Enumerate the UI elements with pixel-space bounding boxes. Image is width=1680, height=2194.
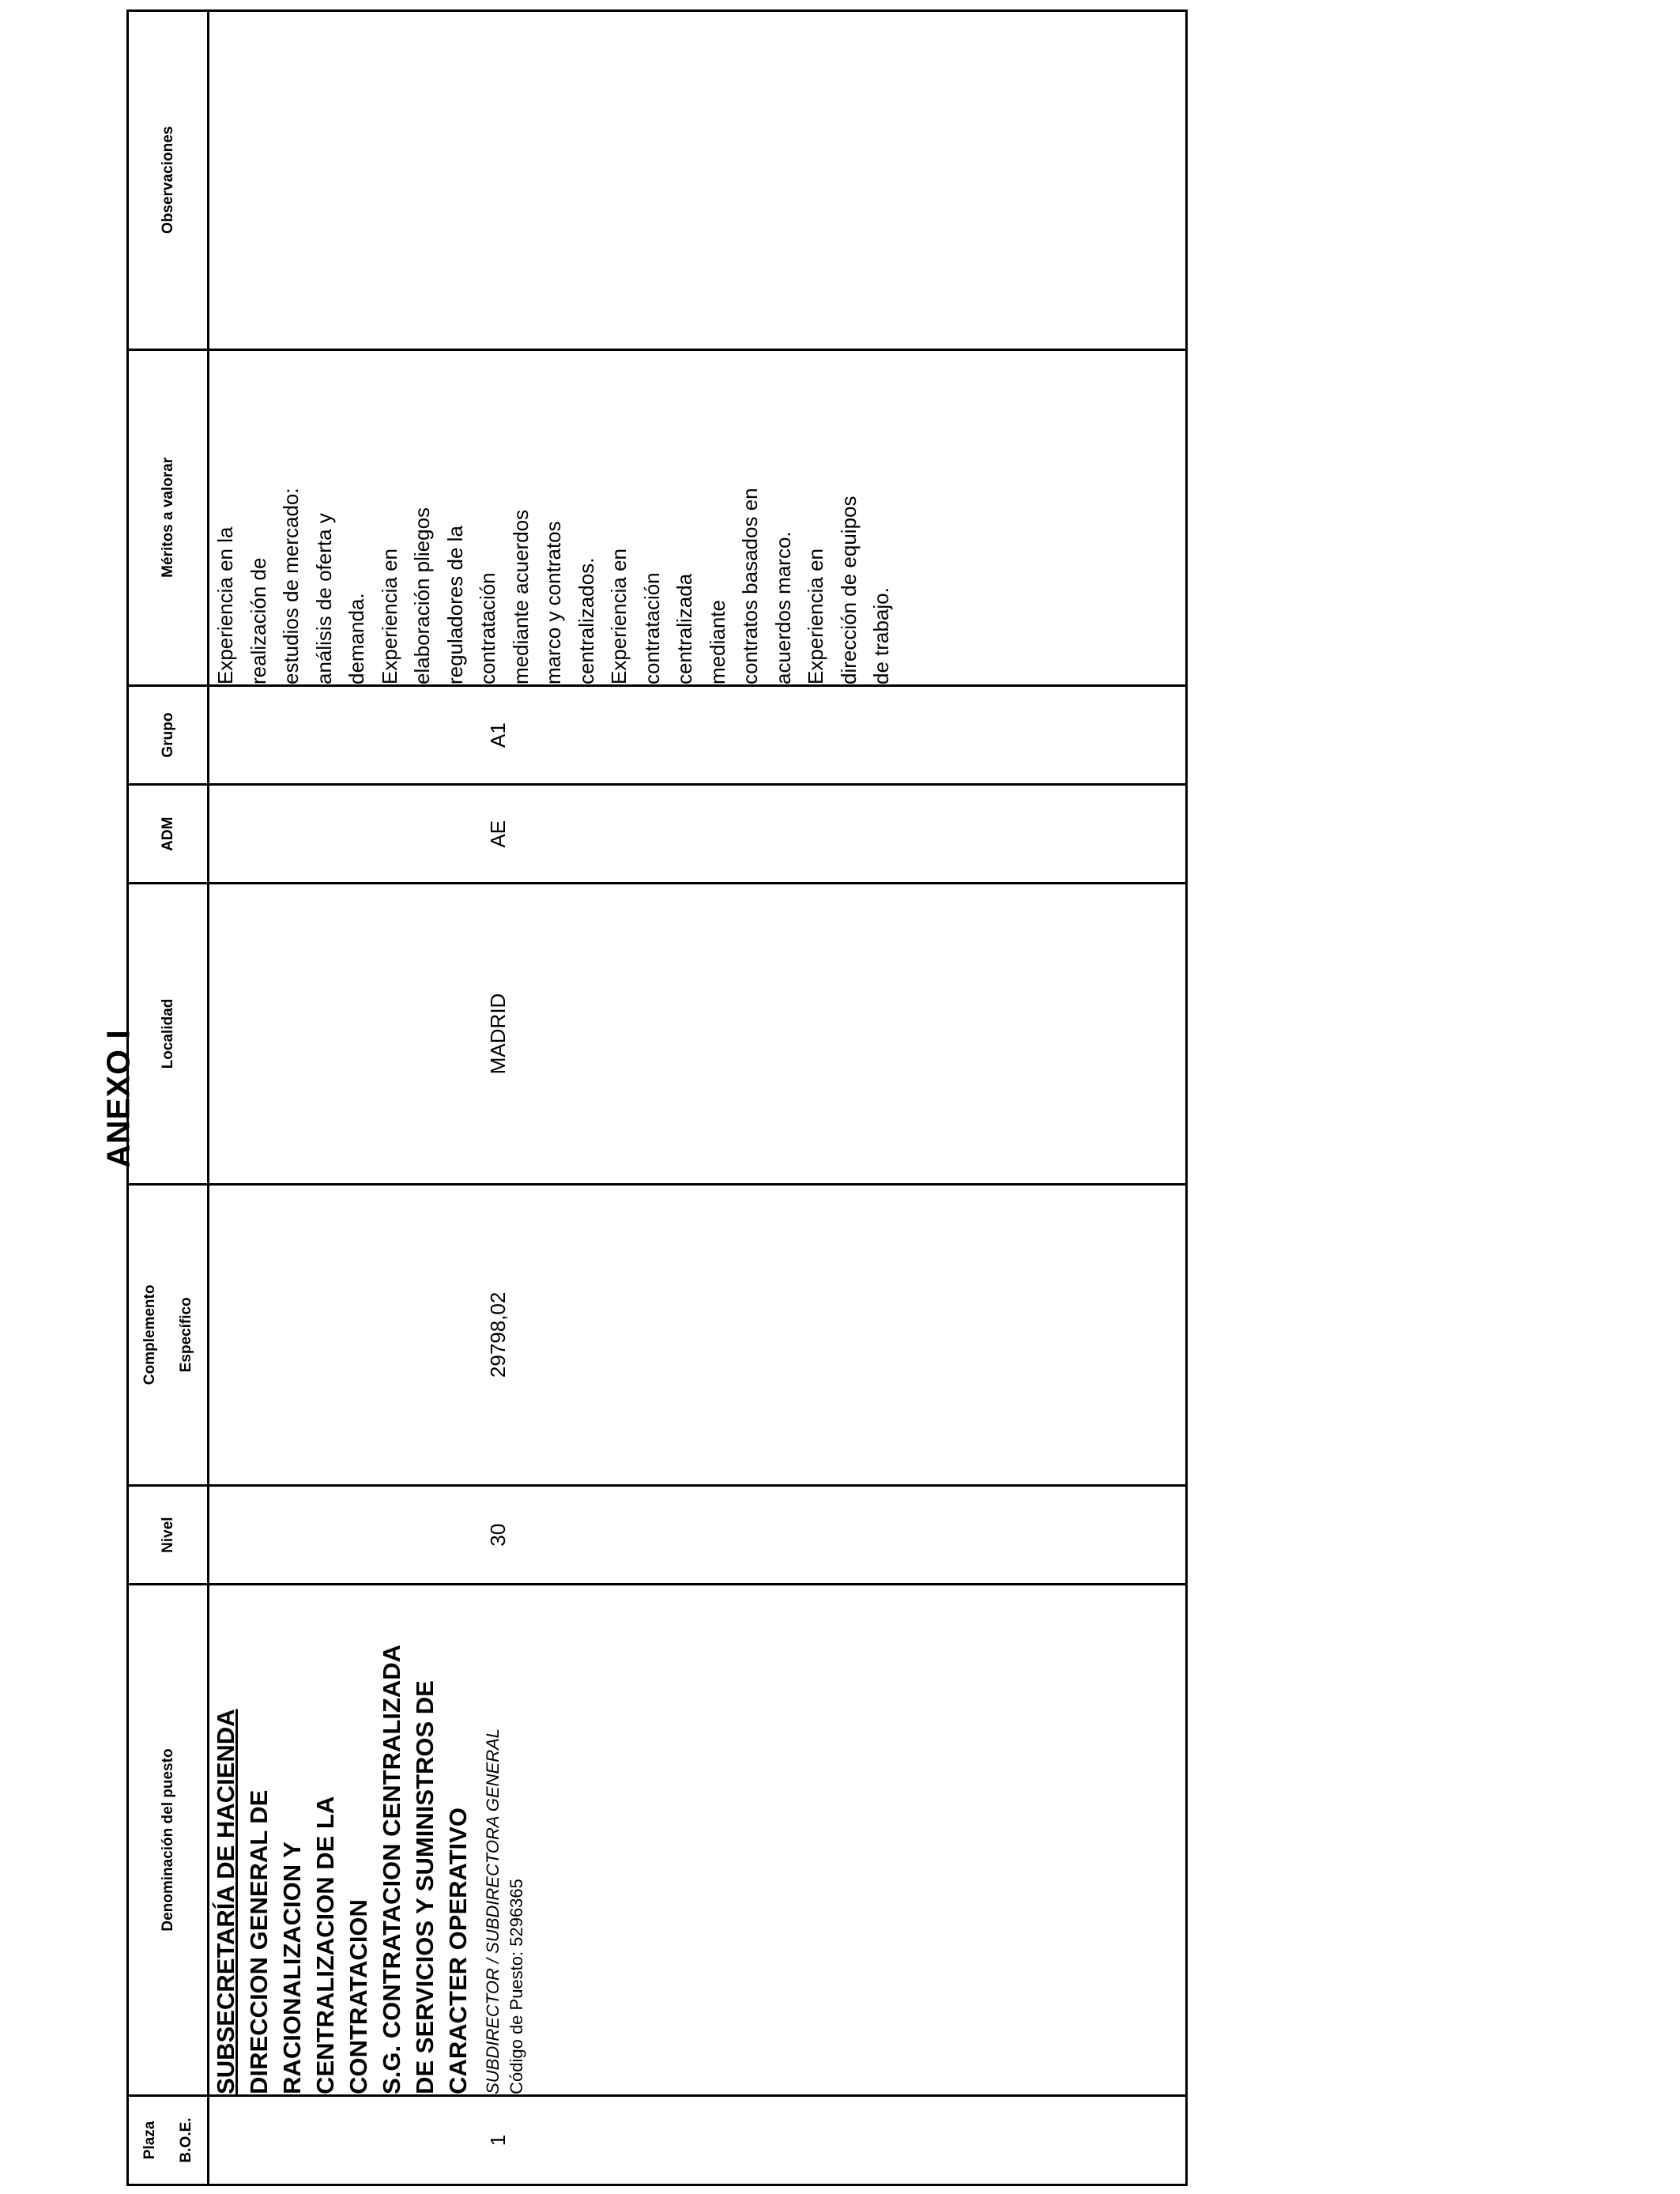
cell-adm (209, 785, 1187, 884)
cell-complemento (209, 1184, 1187, 1485)
merito-line: elaboración pliegos (410, 507, 434, 684)
header-observaciones: Observaciones (128, 11, 209, 350)
nivel-value: 30 (486, 1523, 510, 1547)
merito-line: realización de (246, 557, 270, 684)
grupo-value: A1 (486, 722, 510, 748)
merito-line: Experiencia en (377, 548, 401, 684)
merito-line: análisis de oferta y (311, 513, 336, 684)
merito-line: de trabajo. (869, 587, 893, 684)
merito-line: mediante acuerdos (508, 509, 533, 684)
header-denominacion: Denominación del puesto (128, 1585, 209, 2096)
org-line: DE SERVICIOS Y SUMINISTROS DE (411, 1680, 439, 2094)
cell-meritos (209, 349, 1187, 685)
merito-line: contratación (639, 572, 664, 684)
header-meritos: Méritos a valorar (128, 349, 209, 685)
org-line: S.G. CONTRATACION CENTRALIZADA (378, 1645, 405, 2094)
org-line: DIRECCION GENERAL DE (245, 1789, 273, 2094)
adm-value: AE (486, 820, 510, 848)
header-nivel: Nivel (128, 1486, 209, 1585)
merito-line: Experiencia en la (213, 526, 237, 684)
merito-line: reguladores de la (443, 526, 467, 684)
header-complemento (128, 1184, 209, 1485)
cell-nivel (209, 1486, 1187, 1585)
merito-line: centralizados. (574, 557, 598, 684)
org-line-subsecretaria: SUBSECRETARÍA DE HACIENDA (212, 1709, 239, 2094)
cell-plaza (209, 2095, 1187, 2185)
cell-grupo (209, 686, 1187, 785)
merito-line: dirección de equipos (836, 496, 861, 684)
header-complemento-line2: Específico (177, 1297, 194, 1373)
merito-line: estudios de mercado: (279, 488, 303, 684)
header-adm: ADM (128, 785, 209, 884)
localidad-value: MADRID (486, 993, 510, 1075)
cell-denominacion (209, 1585, 1187, 2096)
header-plaza (128, 2095, 209, 2185)
merito-line: Experiencia en (804, 548, 827, 684)
complemento-value: 29798,02 (486, 1291, 510, 1378)
header-localidad: Localidad (128, 884, 209, 1184)
header-row (128, 11, 209, 2185)
merito-line: contratos basados en (738, 488, 762, 684)
org-line: CENTRALIZACION DE LA (311, 1796, 339, 2094)
meritos-list (209, 351, 898, 684)
cell-observaciones (209, 11, 1187, 350)
observaciones-value (209, 12, 486, 349)
header-plaza-line1: Plaza (141, 2120, 158, 2160)
table-row (209, 11, 1187, 2185)
merito-line: marco y contratos (541, 521, 565, 684)
title-text: ANEXO I (100, 1029, 137, 1168)
org-line: CARACTER OPERATIVO (444, 1808, 472, 2094)
org-line: RACIONALIZACION Y (278, 1842, 306, 2094)
merito-line: contratación (476, 572, 499, 684)
plaza-value: 1 (486, 2134, 510, 2147)
header-plaza-line2: B.O.E. (177, 2117, 194, 2163)
puesto-name: SUBDIRECTOR / SUBDIRECTORA GENERAL (483, 1728, 503, 2094)
org-line: CONTRATACION (345, 1899, 372, 2094)
merito-line: Experiencia en (607, 548, 631, 684)
merito-line: centralizada (672, 573, 696, 684)
merito-line: acuerdos marco. (770, 531, 795, 684)
header-complemento-line1: Complemento (141, 1284, 158, 1385)
merito-line: mediante (705, 600, 729, 684)
cell-localidad (209, 884, 1187, 1184)
codigo-puesto: Código de Puesto: 5296365 (507, 1879, 526, 2094)
anexo-table (126, 9, 1188, 2186)
header-grupo: Grupo (128, 686, 209, 785)
merito-line: demanda. (345, 593, 368, 684)
anexo-table-wrapper (126, 9, 1185, 2186)
